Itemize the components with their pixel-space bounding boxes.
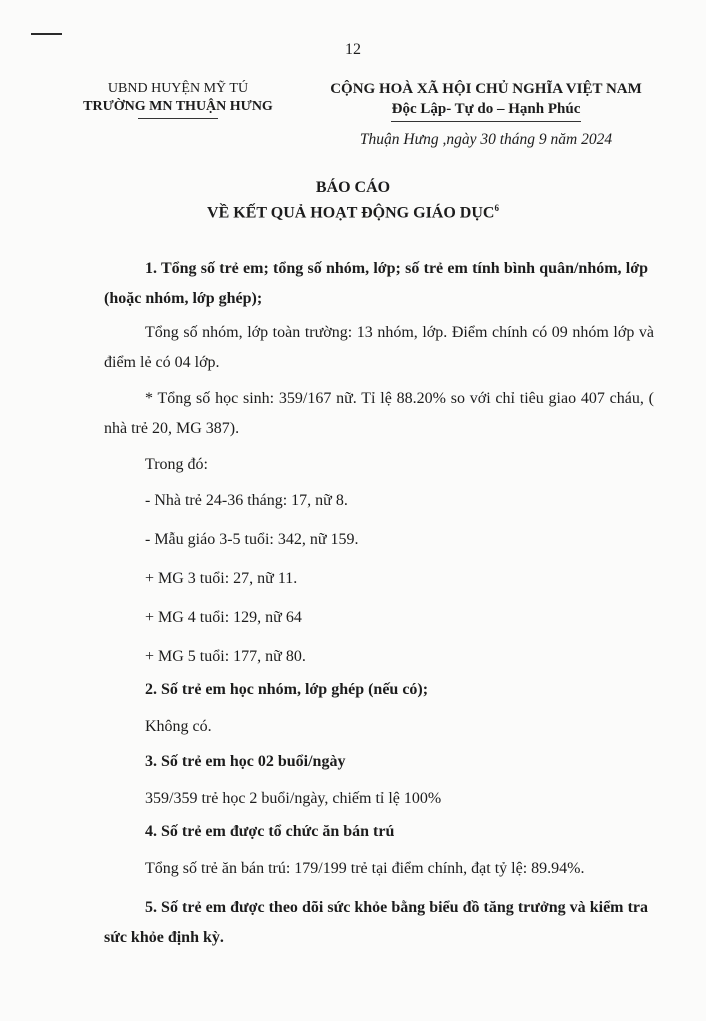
page-number: 12 [345, 41, 361, 58]
agency-line2: TRƯỜNG MN THUẬN HƯNG [83, 99, 273, 114]
section4-text: Tổng số trẻ ăn bán trú: 179/199 trẻ tại điểm chính, đạt tỷ lệ: 89.94%. [145, 860, 585, 877]
section1-paragraph2: * Tổng số học sinh: 359/167 nữ. Tỉ lệ 88.20% so với chỉ tiêu giao 407 cháu, ( nhà trẻ 20, MG 387). [104, 390, 654, 437]
section2-text: Không có. [145, 718, 212, 735]
footnote-mark: 6 [494, 203, 499, 213]
section1-heading: 1. Tổng số trẻ em; tổng số nhóm, lớp; số trẻ em tính bình quân/nhóm, lớp (hoặc nhóm, lớp ghép); [104, 260, 648, 307]
list-item: - Nhà trẻ 24-36 tháng: 17, nữ 8. [145, 492, 348, 509]
agency-underline [138, 118, 218, 119]
section5-heading: 5. Số trẻ em được theo dõi sức khỏe bằng biểu đồ tăng trưởng và kiểm tra sức khỏe định kỳ. [104, 899, 648, 946]
margin-dash-mark [31, 33, 62, 35]
section2-heading: 2. Số trẻ em học nhóm, lớp ghép (nếu có); [145, 681, 429, 698]
list-item: + MG 5 tuổi: 177, nữ 80. [145, 648, 306, 665]
section3-text: 359/359 trẻ học 2 buổi/ngày, chiếm tỉ lệ 100% [145, 790, 442, 807]
agency-header [60, 80, 296, 119]
national-motto: Độc Lập- Tự do – Hạnh Phúc [391, 101, 581, 117]
document-title [0, 178, 706, 223]
agency-line1: UBND HUYỆN MỸ TÚ [107, 81, 249, 96]
list-item: + MG 4 tuổi: 129, nữ 64 [145, 609, 302, 626]
national-title: CỘNG HOÀ XÃ HỘI CHỦ NGHĨA VIỆT NAM [330, 81, 642, 97]
title-line1: BÁO CÁO [315, 179, 391, 196]
list-item: - Mẫu giáo 3-5 tuổi: 342, nữ 159. [145, 531, 359, 548]
document-date: Thuận Hưng ,ngày 30 tháng 9 năm 2024 [359, 131, 613, 148]
section4-heading: 4. Số trẻ em được tổ chức ăn bán trú [145, 823, 395, 840]
section1-paragraph1: Tổng số nhóm, lớp toàn trường: 13 nhóm, lớp. Điểm chính có 09 nhóm lớp và điểm lẻ có 04 lớp. [104, 324, 654, 371]
motto-underline [391, 121, 581, 122]
section1-trong-do: Trong đó: [145, 456, 208, 473]
section3-heading: 3. Số trẻ em học 02 buổi/ngày [145, 753, 346, 770]
list-item: + MG 3 tuổi: 27, nữ 11. [145, 570, 298, 587]
national-header [306, 79, 666, 122]
title-line2 [0, 198, 706, 223]
title-line2-text: VỀ KẾT QUẢ HOẠT ĐỘNG GIÁO DỤC [207, 204, 495, 222]
